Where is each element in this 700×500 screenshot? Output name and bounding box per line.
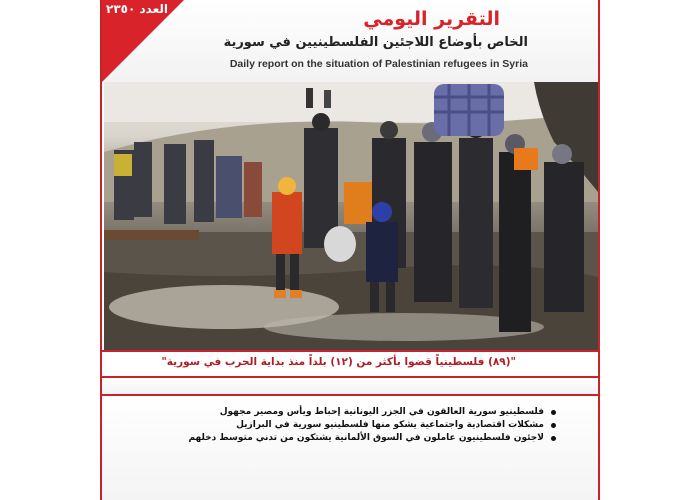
highlights-list — [188, 406, 556, 445]
refugees-photo-illustration — [104, 82, 598, 350]
bullet-icon — [551, 436, 556, 441]
headline-quote-bar — [102, 350, 598, 378]
bullet-icon — [551, 423, 556, 428]
issue-number: العدد ٢٣٥٠ — [106, 2, 168, 16]
bullet-icon — [551, 410, 556, 415]
highlight-text: فلسطينيو سورية العالقون في الجزر اليونانية إحباط ويأس ومصير مجهول — [219, 407, 544, 417]
report-header — [102, 0, 600, 82]
report-subtitle-arabic: الخاص بأوضاع اللاجئين الفلسطينيين في سورية — [223, 35, 528, 50]
highlight-item — [188, 406, 556, 419]
highlight-item — [188, 432, 556, 445]
report-title: التقرير اليومي — [363, 8, 500, 30]
divider-band — [102, 378, 598, 396]
headline-quote: "(٨٩) فلسطينياً قضوا بأكثر من (١٢) بلداً منذ بداية الحرب في سورية" — [161, 356, 516, 368]
highlight-text: مشكلات اقتصادية واجتماعية يشكو منها فلسطينيو سورية في البرازيل — [236, 420, 544, 430]
report-page — [100, 0, 600, 500]
refugees-photo — [104, 82, 598, 350]
highlight-text: لاجئون فلسطينيون عاملون في السوق الألمانية يشتكون من تدني متوسط دخلهم — [188, 433, 544, 443]
report-subtitle-english: Daily report on the situation of Palestinian refugees in Syria — [229, 58, 528, 70]
highlight-item — [188, 419, 556, 432]
highlights-section — [102, 396, 598, 500]
